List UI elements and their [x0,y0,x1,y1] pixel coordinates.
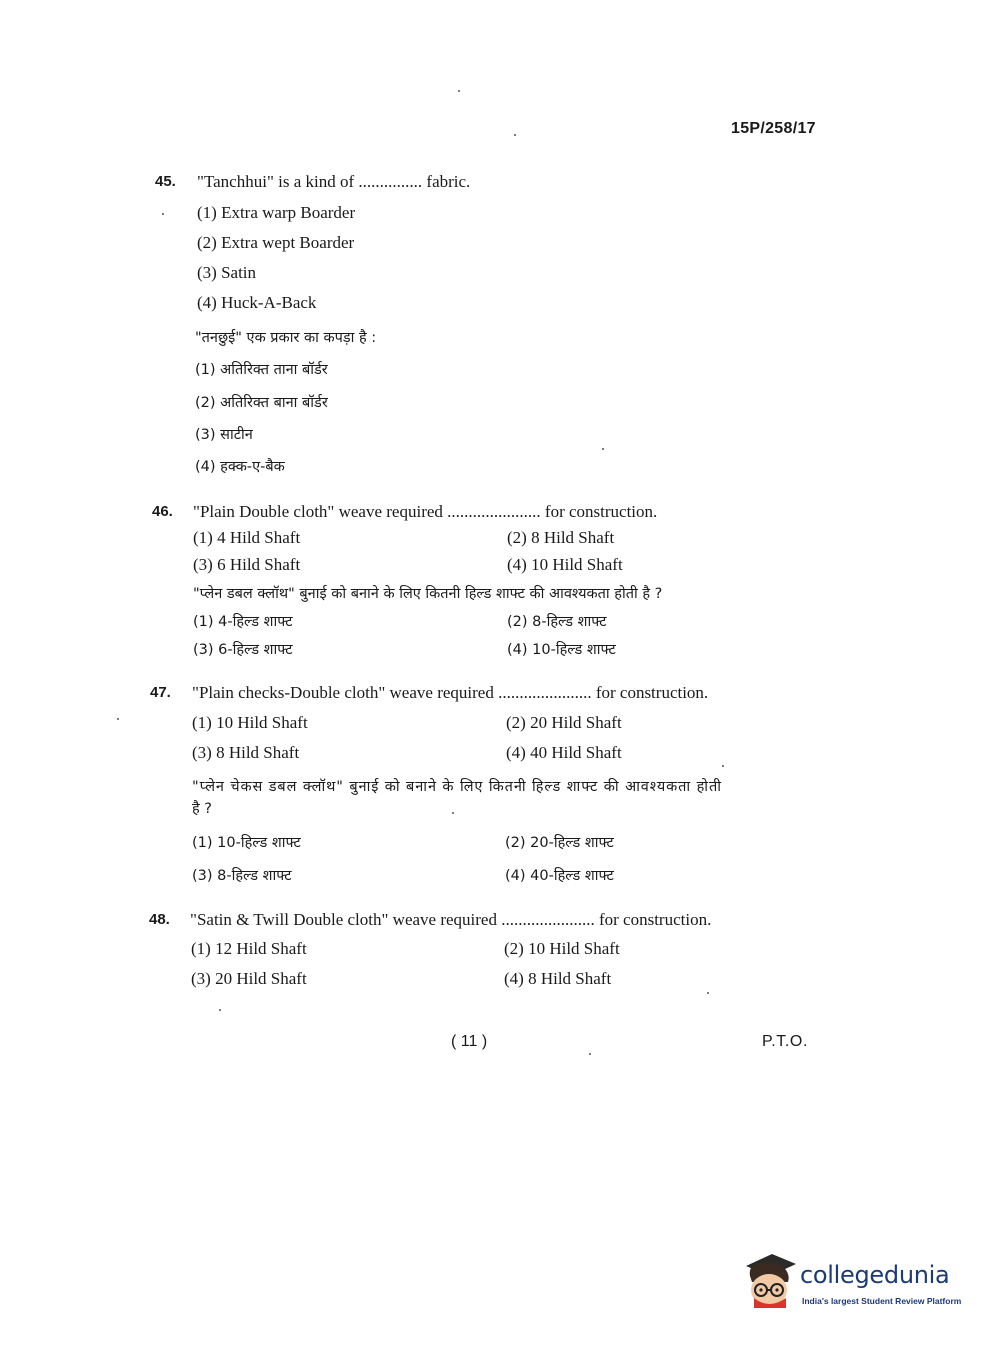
brand-tagline: India's largest Student Review Platform [802,1296,962,1306]
option-2-hi: (2) 8-हिल्ड शाफ्ट [507,614,607,630]
option-2-en: (2) 20 Hild Shaft [506,713,622,732]
scan-speck [452,812,454,814]
question-text-hi: "प्लेन डबल क्लॉथ" बुनाई को बनाने के लिए कितनी हिल्ड शाफ्ट की आवश्यकता होती है ? [193,586,663,602]
option-4-en: (4) 8 Hild Shaft [504,969,612,988]
option-3-en: (3) Satin [197,263,257,282]
question-text-en: "Tanchhui" is a kind of ............... fabric. [197,172,471,191]
page-number: ( 11 ) [451,1033,488,1050]
option-1-hi: (1) 10-हिल्ड शाफ्ट [192,835,301,851]
scan-speck [458,90,460,92]
scan-speck [162,213,164,215]
option-3-hi: (3) 6-हिल्ड शाफ्ट [193,642,293,658]
scan-speck [219,1009,221,1011]
option-3-en: (3) 8 Hild Shaft [192,743,300,762]
option-2-hi: (2) 20-हिल्ड शाफ्ट [505,835,614,851]
option-3-en: (3) 6 Hild Shaft [193,555,301,574]
option-4-hi: (4) हक्क-ए-बैक [195,459,285,475]
graduate-mascot-icon [742,1250,798,1310]
option-1-en: (1) 12 Hild Shaft [191,939,307,958]
scan-speck [707,992,709,994]
option-3-en: (3) 20 Hild Shaft [191,969,307,988]
option-1-en: (1) 4 Hild Shaft [193,528,301,547]
option-1-en: (1) Extra warp Boarder [197,203,356,222]
paper-code: 15P/258/17 [731,120,816,137]
question-number: 47. [150,684,171,701]
option-4-en: (4) Huck-A-Back [197,293,317,312]
pto-label: P.T.O. [762,1033,808,1050]
question-text-en: "Plain Double cloth" weave required ...................... for construction. [193,502,658,521]
question-text-en: "Satin & Twill Double cloth" weave required ...................... for construction. [190,910,712,929]
option-1-hi: (1) अतिरिक्त ताना बॉर्डर [195,362,328,378]
option-4-en: (4) 40 Hild Shaft [506,743,622,762]
option-4-hi: (4) 10-हिल्ड शाफ्ट [507,642,616,658]
scan-speck [514,134,516,136]
scan-speck [589,1053,591,1055]
option-2-hi: (2) अतिरिक्त बाना बॉर्डर [195,395,328,411]
option-2-en: (2) 8 Hild Shaft [507,528,615,547]
scan-speck [722,765,724,767]
question-number: 46. [152,503,173,520]
question-number: 48. [149,911,170,928]
option-1-hi: (1) 4-हिल्ड शाफ्ट [193,614,293,630]
option-3-hi: (3) 8-हिल्ड शाफ्ट [192,868,292,884]
option-1-en: (1) 10 Hild Shaft [192,713,308,732]
option-4-hi: (4) 40-हिल्ड शाफ्ट [505,868,614,884]
question-text-hi-cont: है ? [192,801,213,817]
option-3-hi: (3) साटीन [195,427,253,443]
scan-speck [117,718,119,720]
question-number: 45. [155,173,176,190]
option-2-en: (2) 10 Hild Shaft [504,939,620,958]
question-text-hi: "प्लेन चेकस डबल क्लॉथ" बुनाई को बनाने के लिए कितनी हिल्ड शाफ्ट की आवश्यकता होती [192,779,722,795]
question-text-hi: "तनछुई" एक प्रकार का कपड़ा है : [195,330,377,346]
option-2-en: (2) Extra wept Boarder [197,233,355,252]
collegedunia-watermark [742,1250,972,1310]
scan-speck [602,448,604,450]
option-4-en: (4) 10 Hild Shaft [507,555,623,574]
brand-name: collegedunia [800,1261,950,1289]
question-text-en: "Plain checks-Double cloth" weave required ...................... for construction. [192,683,709,702]
